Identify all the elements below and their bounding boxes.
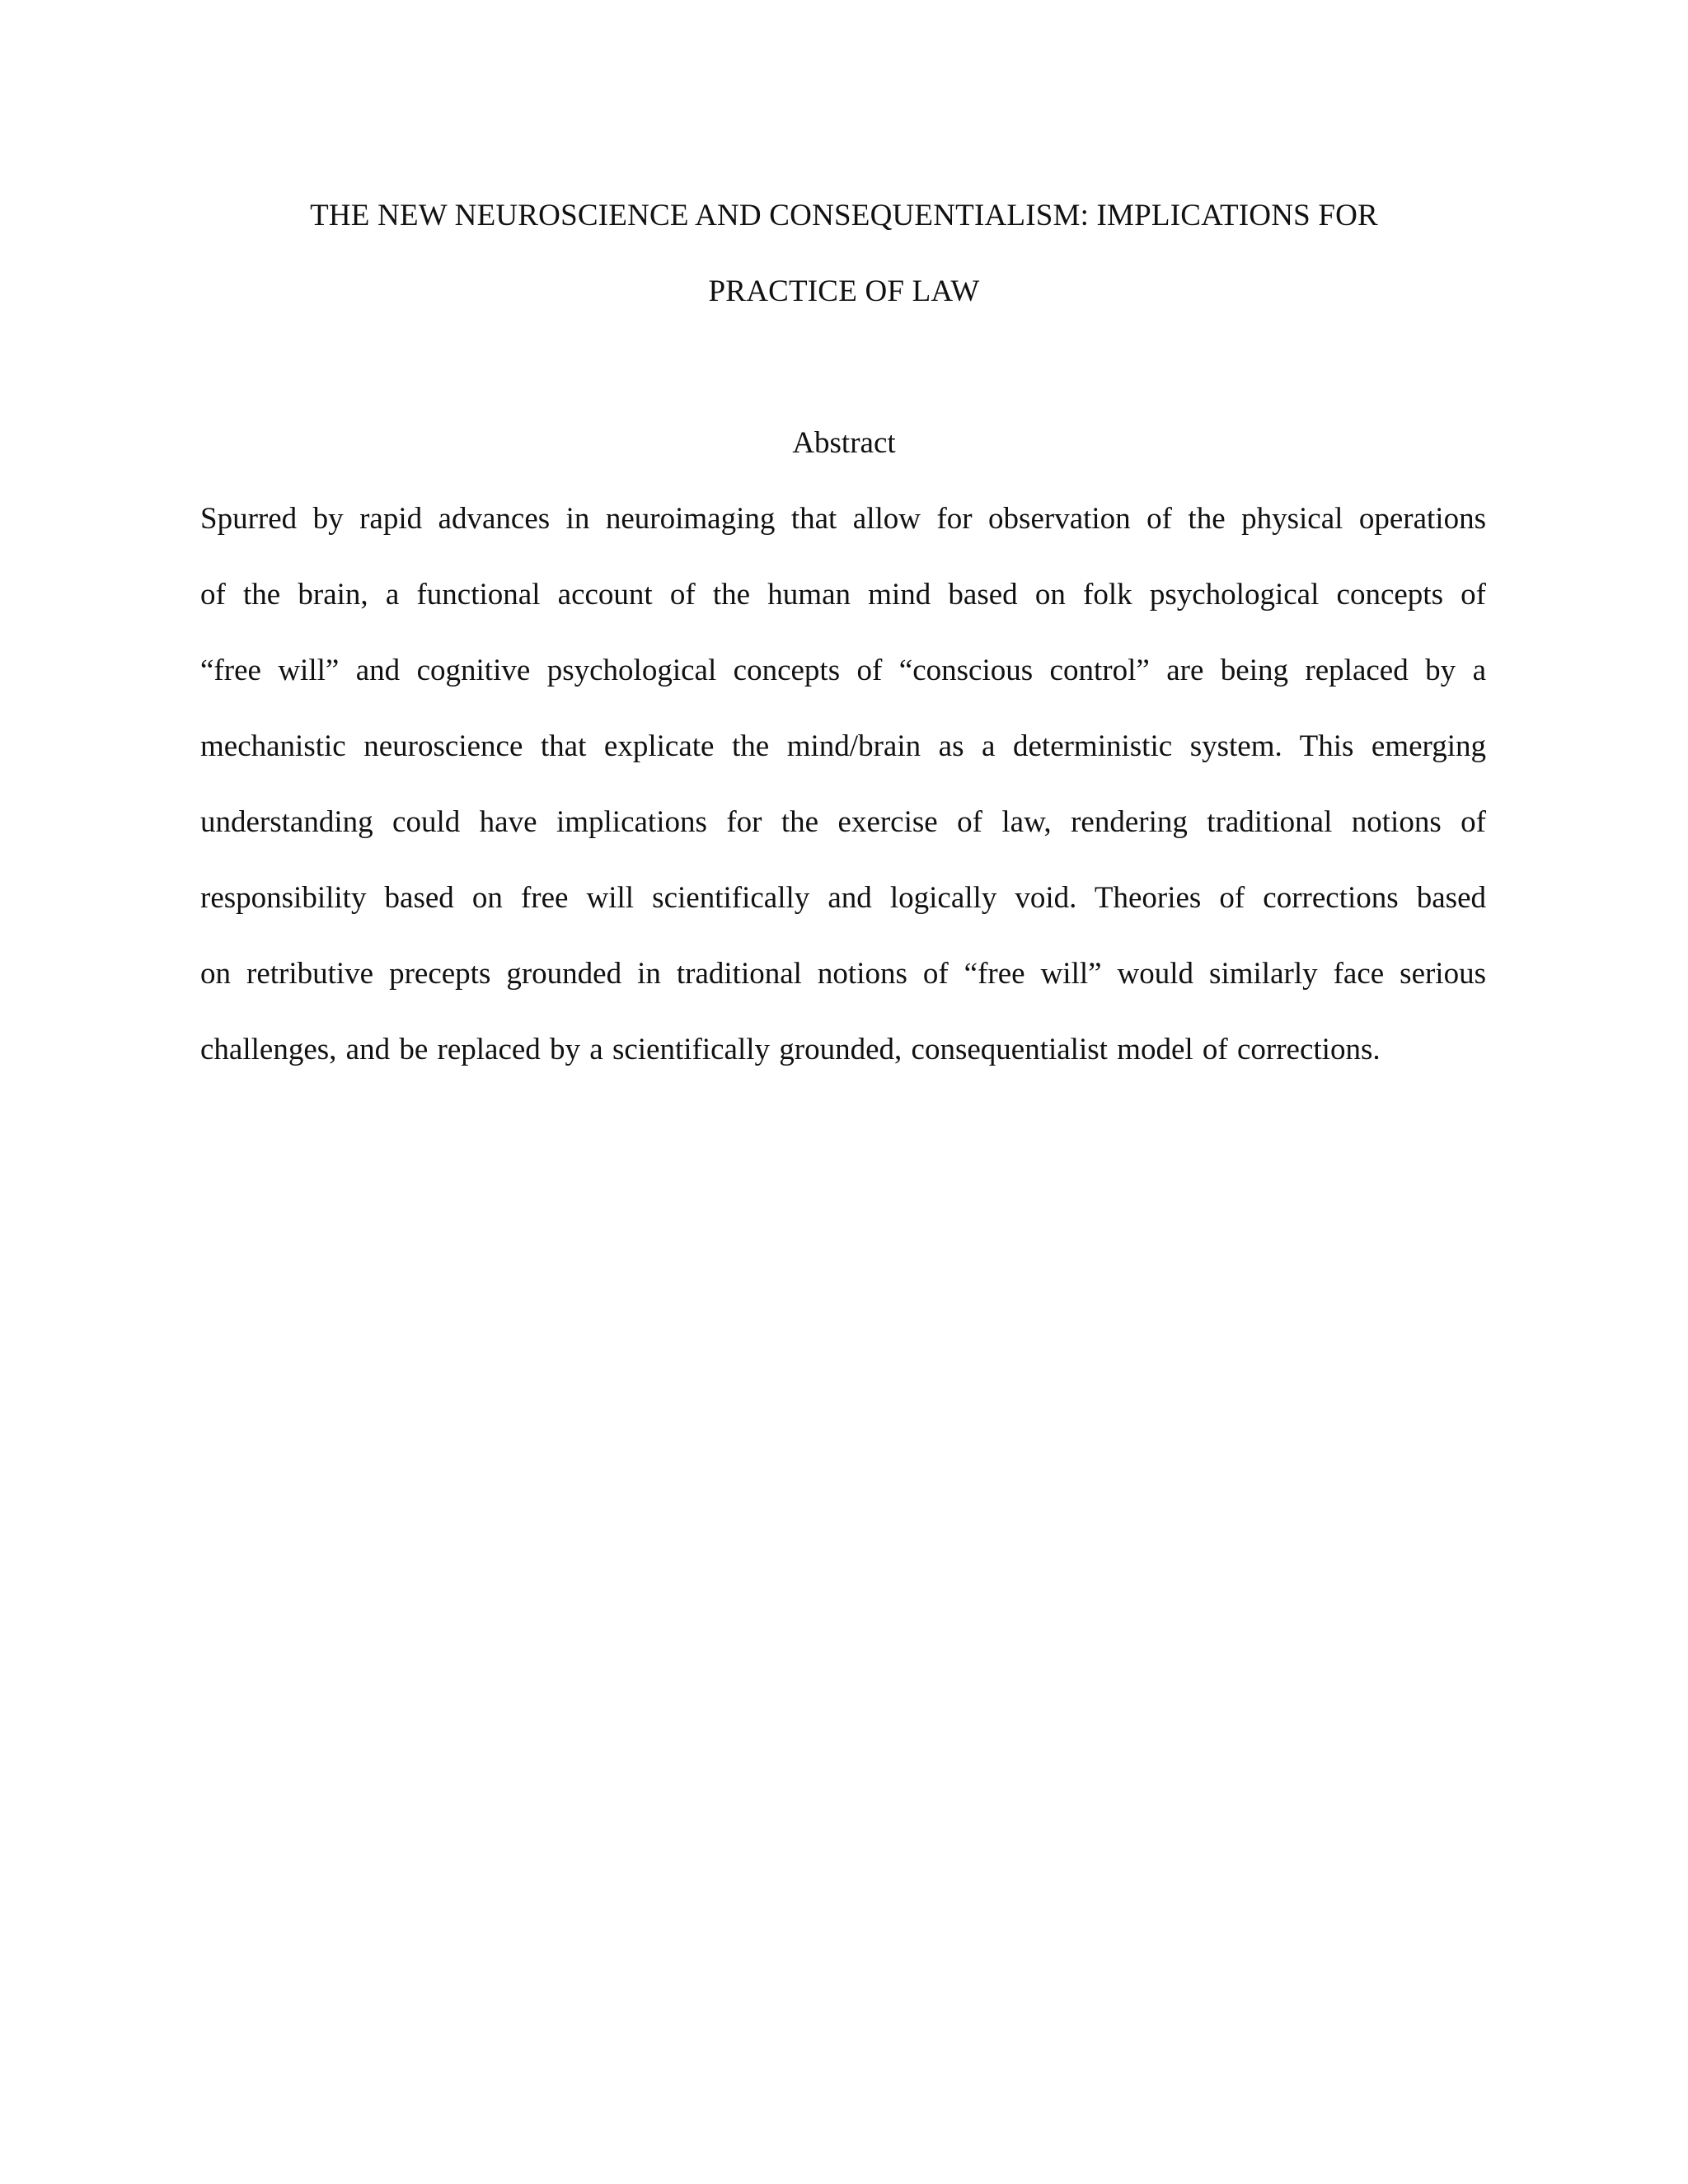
abstract-line: mechanistic neuroscience that explicate the mind/brain as a deterministic system. This emerging — [200, 729, 1486, 763]
abstract-line: of the brain, a functional account of the human mind based on folk psychological concepts of — [200, 578, 1486, 612]
abstract-line: “free will” and cognitive psychological concepts of “conscious control” are being replaced by a — [200, 654, 1486, 687]
paper-title-line-2: PRACTICE OF LAW — [708, 274, 980, 308]
abstract-heading: Abstract — [792, 426, 896, 460]
abstract-line: challenges, and be replaced by a scientifically grounded, consequentialist model of corrections. — [200, 1033, 1381, 1066]
abstract-line: responsibility based on free will scientifically and logically void. Theories of corrections based — [200, 881, 1486, 915]
paper-title-line-1: THE NEW NEUROSCIENCE AND CONSEQUENTIALISM: IMPLICATIONS FOR — [310, 199, 1378, 232]
abstract-line: Spurred by rapid advances in neuroimaging that allow for observation of the physical operations — [200, 502, 1486, 536]
abstract-line: understanding could have implications for the exercise of law, rendering traditional notions of — [200, 805, 1486, 839]
abstract-line: on retributive precepts grounded in traditional notions of “free will” would similarly face serious — [200, 957, 1486, 991]
